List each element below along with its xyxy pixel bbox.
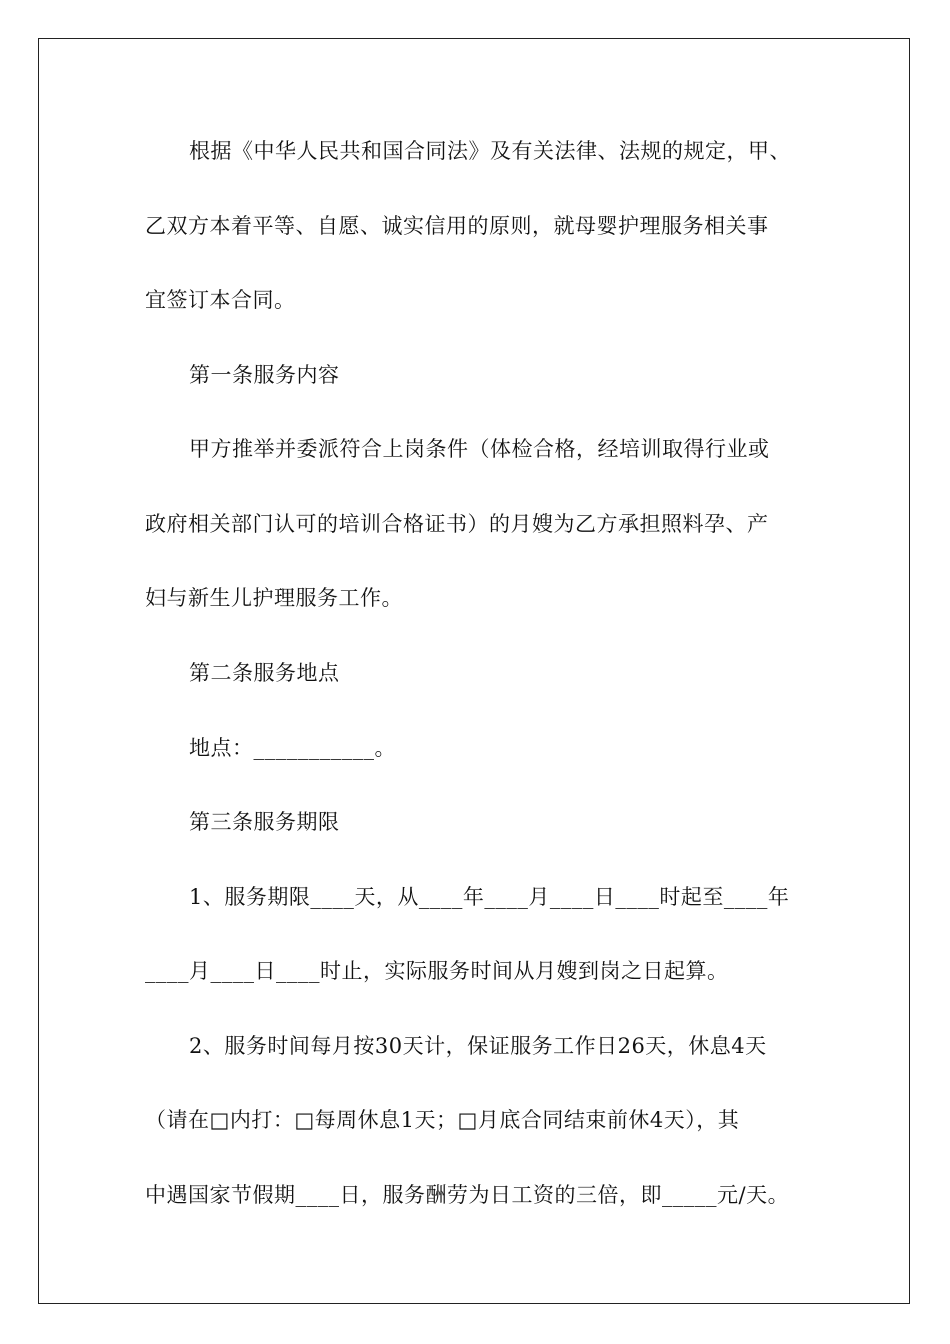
article-3-clause-1-line-2: ____月____日____时止，实际服务时间从月嫂到岗之日起算。 <box>145 959 729 983</box>
article-1-heading: 第一条服务内容 <box>189 363 340 387</box>
article-3-clause-2-line-1: 2、服务时间每月按30天计，保证服务工作日26天，休息4天 <box>189 1034 767 1058</box>
preamble-line-3: 宜签订本合同。 <box>145 288 296 312</box>
article-3-clause-1-line-1: 1、服务期限____天，从____年____月____日____时起至____年 <box>189 885 790 909</box>
preamble-line-2: 乙双方本着平等、自愿、诚实信用的原则，就母婴护理服务相关事 <box>145 214 769 238</box>
article-2-location: 地点：___________。 <box>189 736 396 760</box>
preamble-line-1: 根据《中华人民共和国合同法》及有关法律、法规的规定，甲、 <box>189 139 791 163</box>
article-3-clause-2-line-2: （请在□内打：□每周休息1天；□月底合同结束前休4天），其 <box>145 1108 740 1132</box>
article-3-clause-2-line-3: 中遇国家节假期____日，服务酬劳为日工资的三倍，即_____元/天。 <box>145 1183 790 1207</box>
article-2-heading: 第二条服务地点 <box>189 661 340 685</box>
article-1-line-3: 妇与新生儿护理服务工作。 <box>145 586 403 610</box>
article-1-line-2: 政府相关部门认可的培训合格证书）的月嫂为乙方承担照料孕、产 <box>145 512 769 536</box>
article-3-heading: 第三条服务期限 <box>189 810 340 834</box>
article-1-line-1: 甲方推举并委派符合上岗条件（体检合格，经培训取得行业或 <box>189 437 770 461</box>
